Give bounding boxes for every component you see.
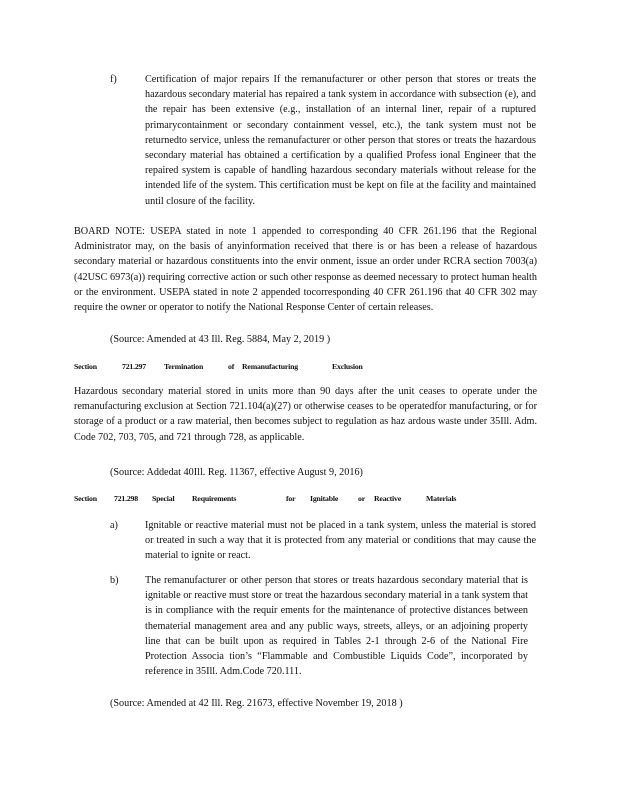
section-title-word: Materials — [426, 494, 457, 503]
section-number: 721.297 — [122, 362, 146, 371]
section-title-word: Reactive — [374, 494, 401, 503]
item-f-label: f) — [110, 74, 117, 85]
section-title-word: Ignitable — [310, 494, 339, 503]
section-title-word: for — [286, 494, 296, 503]
section-title-word: or — [358, 494, 365, 503]
section-title-word: Special — [152, 494, 175, 503]
item-b-text: The remanufacturer or other person that stores or treats hazardous secondary material that is ignitable or reactive must store or treat the hazardous secondary material in a tank system that is in compliance with the requir ements for the maintenance of protective distances between thematerial management area and any public ways, streets, alleys, or an adjoining property line that can be built upon as required in Tables 2-1 through 2-6 of the National Fire Protection Associa tion’s “Flammable and Combustible Liquids Code”, incorporated by reference in 35Ill. Adm.Code 720.111. — [145, 575, 528, 678]
source-note-2: (Source: Addedat 40Ill. Reg. 11367, effective August 9, 2016) — [110, 467, 363, 478]
item-b-label: b) — [110, 575, 119, 586]
board-note: BOARD NOTE: USEPA stated in note 1 appended to corresponding 40 CFR 261.196 that the Regional Administrator may, on the basis of anyinformation received that there is or has been a release of hazardous secondary material or hazardous constituents into the envir onment, issue an order under RCRA section 7003(a) (42USC 6973(a)) requiring corrective action or such other response as deemed necessary to protect human health or the environment. USEPA stated in note 2 appended tocorresponding 40 CFR 261.196 that 40 CFR 302 may require the owner or operator to notify the National Response Center of certain releases. — [74, 226, 537, 314]
section-721-297-text: Hazardous secondary material stored in units more than 90 days after the unit ceases to operate under the remanufacturing exclusion at Section 721.104(a)(27) or otherwise ceases to be operatedfor manufacturing, or for storage of a product or a raw material, then becomes subject to regulation as haz ardous waste under 35Ill. Adm. Code 702, 703, 705, and 721 through 728, as applicable. — [74, 386, 537, 443]
source-note-1: (Source: Amended at 43 Ill. Reg. 5884, May 2, 2019 ) — [110, 334, 331, 345]
section-title-word: Requirements — [192, 494, 237, 503]
section-title-word: Termination — [164, 362, 204, 371]
section-title-word: of — [228, 362, 235, 371]
section-721-297-heading — [74, 362, 544, 374]
section-title-word: Remanufacturing — [242, 362, 298, 371]
section-721-298-heading — [74, 494, 544, 506]
item-a-label: a) — [110, 520, 118, 531]
section-title-word: Exclusion — [332, 362, 363, 371]
section-number: 721.298 — [114, 494, 138, 503]
item-a-text: Ignitable or reactive material must not be placed in a tank system, unless the material is stored or treated in such a way that it is protected from any material or conditions that may cause the material to ignite or react. — [145, 520, 536, 562]
item-f-text: Certification of major repairs If the remanufacturer or other person that stores or treats the hazardous secondary material has repaired a tank system in accordance with subsection (e), and the repair has been extensive (e.g., installation of an internal liner, repair of a ruptured primarycontainment or secondary containment vessel, etc.), the tank system must not be returnedto service, unless the remanufacturer or other person that stores or treats the hazardous secondary material has obtained a certification by a qualified Profess ional Engineer that the repaired system is capable of handling hazardous secondary materials without release for the intended life of the system. This certification must be kept on file at the facility and maintained until closure of the facility. — [145, 74, 536, 207]
section-word: Section — [74, 494, 97, 503]
source-note-3: (Source: Amended at 42 Ill. Reg. 21673, effective November 19, 2018 ) — [110, 698, 403, 709]
section-word: Section — [74, 362, 97, 371]
